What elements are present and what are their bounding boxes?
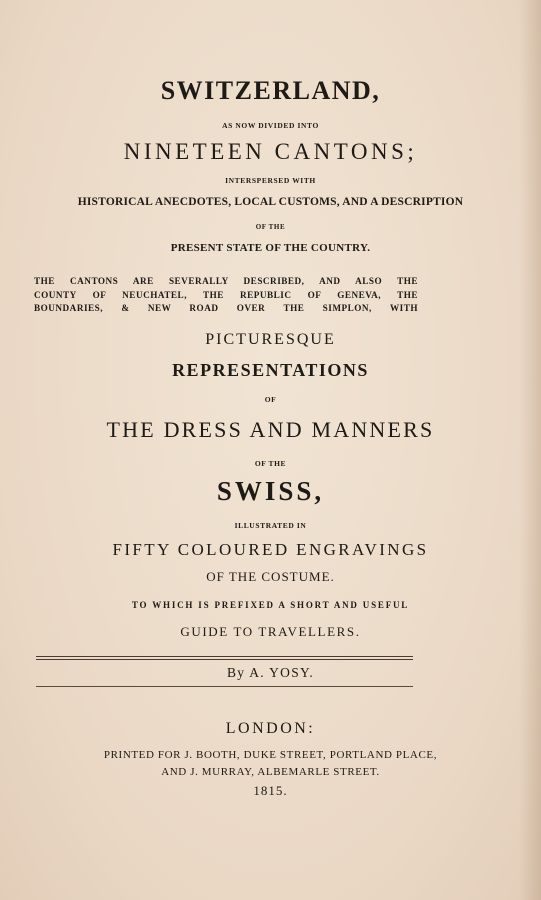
interspersed-connector: INTERSPERSED WITH	[225, 176, 316, 185]
costume-line: OF THE COSTUME.	[206, 569, 335, 584]
present-state-line: PRESENT STATE OF THE COUNTRY.	[170, 242, 371, 254]
cantons-paragraph	[34, 277, 418, 318]
author-line: By A. YOSY.	[226, 665, 315, 680]
illustrated-connector: ILLUSTRATED IN	[234, 521, 307, 530]
imprint-printer: PRINTED FOR J. BOOTH, DUKE STREET, PORTLAND PLACE,	[103, 749, 438, 761]
of-connector: OF	[264, 395, 277, 404]
prefixed-line: TO WHICH IS PREFIXED A SHORT AND USEFUL	[131, 600, 410, 610]
cantons-line-1: THE CANTONS ARE SEVERALLY DESCRIBED, AND ALSO THE	[34, 276, 418, 286]
imprint-year: 1815.	[253, 783, 288, 798]
historical-line: HISTORICAL ANECDOTES, LOCAL CUSTOMS, AND A DESCRIPTION	[77, 196, 464, 208]
engravings-line: FIFTY COLOURED ENGRAVINGS	[112, 540, 429, 559]
of-the-connector-1: OF THE	[255, 223, 286, 231]
bottom-rule	[36, 686, 413, 687]
dress-manners-line: THE DRESS AND MANNERS	[106, 417, 435, 442]
top-double-rule	[36, 656, 413, 660]
representations-line: REPRESENTATIONS	[172, 360, 369, 380]
book-title: SWITZERLAND,	[160, 76, 381, 105]
imprint-city: LONDON:	[225, 720, 316, 737]
cantons-line-3: BOUNDARIES, & NEW ROAD OVER THE SIMPLON, WITH	[34, 303, 418, 313]
subtitle-cantons: NINETEEN CANTONS;	[123, 139, 418, 164]
picturesque-line: PICTURESQUE	[205, 331, 336, 348]
guide-line: GUIDE TO TRAVELLERS.	[180, 624, 361, 639]
swiss-line: SWISS,	[216, 476, 325, 506]
subtitle-connector: AS NOW DIVIDED INTO	[222, 121, 319, 130]
of-the-connector-2: OF THE	[254, 459, 287, 468]
cantons-line-2: COUNTY OF NEUCHATEL, THE REPUBLIC OF GENEVA, THE	[34, 289, 418, 300]
imprint-murray: AND J. MURRAY, ALBEMARLE STREET.	[161, 766, 380, 778]
